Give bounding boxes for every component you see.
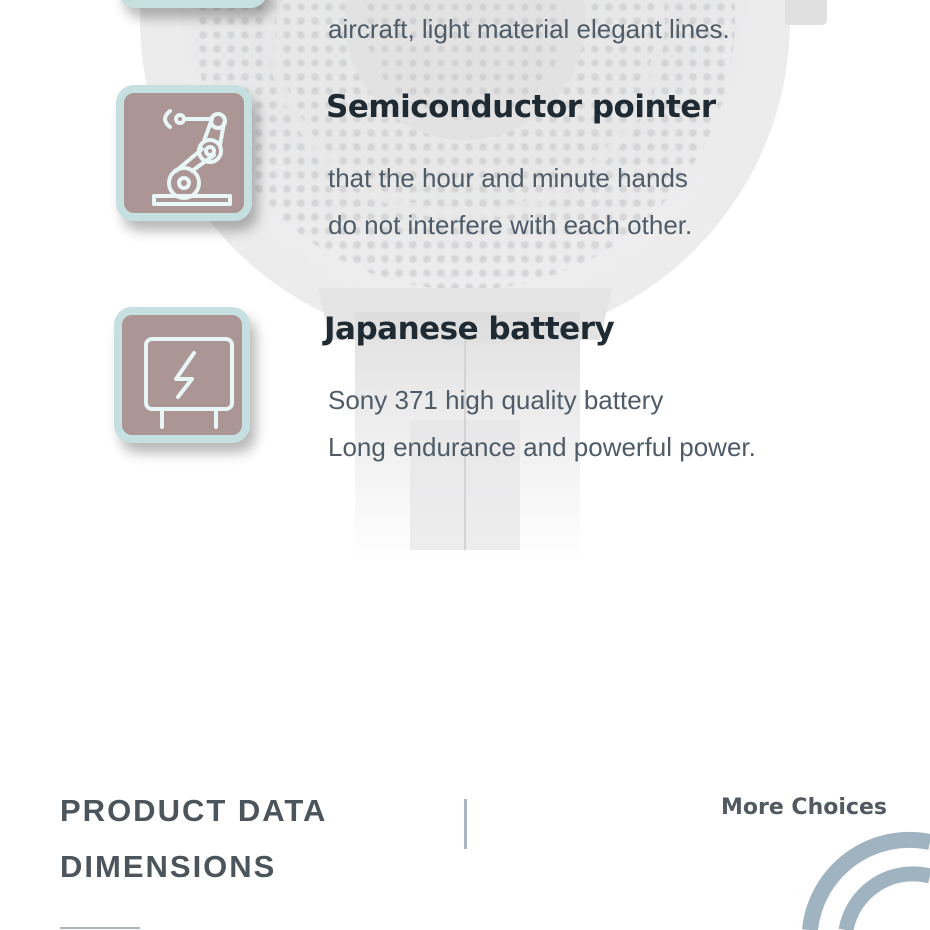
section-divider (464, 799, 467, 849)
feature-description-line: do not interfere with each other. (328, 210, 693, 240)
previous-feature-icon-tile (118, 0, 268, 8)
dimensions-heading: DIMENSIONS (60, 849, 277, 884)
feature-description-line: Long endurance and powerful power. (328, 432, 756, 462)
robot-arm-icon (116, 85, 252, 221)
more-choices-link[interactable]: More Choices (721, 795, 887, 820)
concentric-arcs-icon (780, 820, 930, 930)
feature-description-line: Sony 371 high quality battery (328, 385, 664, 415)
feature-title: Semiconductor pointer (326, 89, 716, 125)
feature-description-line: that the hour and minute hands (328, 163, 688, 193)
product-data-heading: PRODUCT DATA (60, 793, 328, 828)
battery-board-icon (114, 307, 250, 443)
feature-battery (0, 307, 930, 507)
heading-underline (60, 927, 140, 929)
feature-title: Japanese battery (324, 311, 615, 347)
previous-feature-text: aircraft, light material elegant lines. (328, 14, 730, 44)
feature-semiconductor (0, 85, 930, 285)
